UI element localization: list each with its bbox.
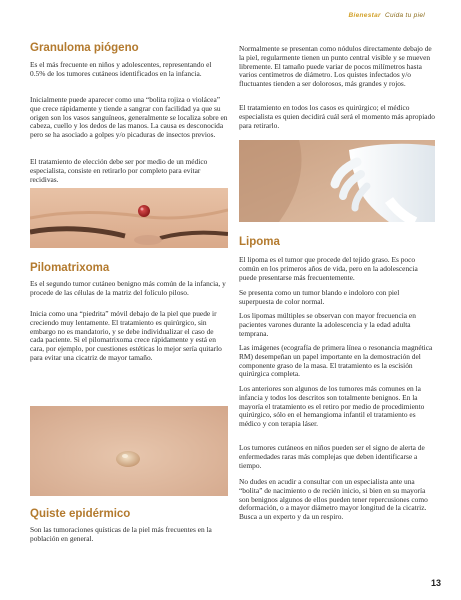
running-head-sub: Cuida tu piel xyxy=(384,12,425,19)
lipoma-paragraph-4: Las imágenes (ecografía de primera línea o resonancia magnética RM) desempeñan un papel importante en la demostración del componente graso de la masa. El tratamiento es la escisión quirúrgica completa. xyxy=(239,343,433,379)
advice-paragraph: No dudes en acudir a consultar con un especialista ante una “bolita” de nacimiento o de recién inicio, si bien en su mayoría son benignos algunos de ellos pueden tener repercusiones como deformación, o a mayor diámetro mayor longitud de la cicatriz. Busca a un experto y da un respiro. xyxy=(239,477,428,522)
heading-granuloma: Granuloma piógeno xyxy=(30,42,139,54)
granuloma-paragraph-2: Inicialmente puede aparecer como una “bolita rojiza o violácea” que crece rápidamente y tiende a sangrar con facilidad ya que su origen son los vasos sanguíneos, generalmente se localiza sobre en cabeza, cuello y los dedos de las manos. La causa es desconocida pero se ha asociado a golpes y/o picaduras de insectos previos. xyxy=(30,95,228,140)
warning-paragraph: Los tumores cutáneos en niños pueden ser el signo de alerta de enfermedades raras más complejas que deben identificarse a tiempo. xyxy=(239,443,425,470)
lipoma-paragraph-3: Los lipomas múltiples se observan con mayor frecuencia en pacientes varones durante la adolescencia y la edad adulta temprana. xyxy=(239,311,416,338)
quiste-paragraph-1: Son las tumoraciones quísticas de la piel más frecuentes en la población en general. xyxy=(30,525,212,543)
heading-pilomatrixoma: Pilomatrixoma xyxy=(30,262,110,274)
running-head-brand: Bienestar xyxy=(348,12,381,19)
granuloma-photo xyxy=(30,188,228,248)
pilomatrixoma-paragraph-1: Es el segundo tumor cutáneo benigno más común de la infancia, y procede de las células de la matriz del folículo piloso. xyxy=(30,279,226,297)
quiste-treatment-paragraph: El tratamiento en todos los casos es quirúrgico; el médico especialista es quien decidirá cuál será el momento más apropiado para retirarlo. xyxy=(239,103,435,130)
quiste-continued-paragraph: Normalmente se presentan como nódulos directamente debajo de la piel, regularmente tienen un punto central visible y se mueven libremente. El tamaño puede variar de pocos milímetros hasta varios centímetros de diámetro. Los quistes infectados y/o fluctuantes tienden a ser dolorosos, más grandes y rojos. xyxy=(239,44,432,89)
summary-paragraph: Los anteriores son algunos de los tumores más comunes en la infancia y todos los descritos son totalmente benignos. En la mayoría el tratamiento es el retiro por medio de procedimiento quirúrgico, sólo en el hemangioma infantil el tratamiento es médico y con terapia láser. xyxy=(239,384,425,429)
heading-lipoma: Lipoma xyxy=(239,236,280,248)
pilomatrixoma-photo xyxy=(30,406,228,496)
granuloma-paragraph-1: Es el más frecuente en niños y adolescentes, representando el 0.5% de los tumores cutáneos identificados en la infancia. xyxy=(30,60,212,78)
page-number: 13 xyxy=(430,578,441,588)
heading-quiste: Quiste epidérmico xyxy=(30,508,131,520)
granuloma-paragraph-3: El tratamiento de elección debe ser por medio de un médico especialista, consiste en retirarlo por completo para evitar recidivas. xyxy=(30,157,208,184)
lipoma-paragraph-1: El lipoma es el tumor que procede del tejido graso. Es poco común en los primeros años de vida, pero en la adolescencia puede presentarse más frecuentemente. xyxy=(239,255,418,282)
pilomatrixoma-paragraph-2: Inicia como una “piedrita” móvil debajo de la piel que puede ir creciendo muy lentamente. El tratamiento es quirúrgico, sin embargo no es mandatorio, y se debe individualizar el caso de cada paciente. Si el pilomatrixoma crece rápidamente y está en cara, por ejemplo, por cuestiones estéticas lo mejor sería quitarlo para evitar una cicatriz de mayor tamaño. xyxy=(30,309,222,362)
lipoma-paragraph-2: Se presenta como un tumor blando e indoloro con piel superpuesta de color normal. xyxy=(239,288,400,306)
running-head xyxy=(349,12,425,19)
lipoma-exam-photo xyxy=(239,140,435,222)
